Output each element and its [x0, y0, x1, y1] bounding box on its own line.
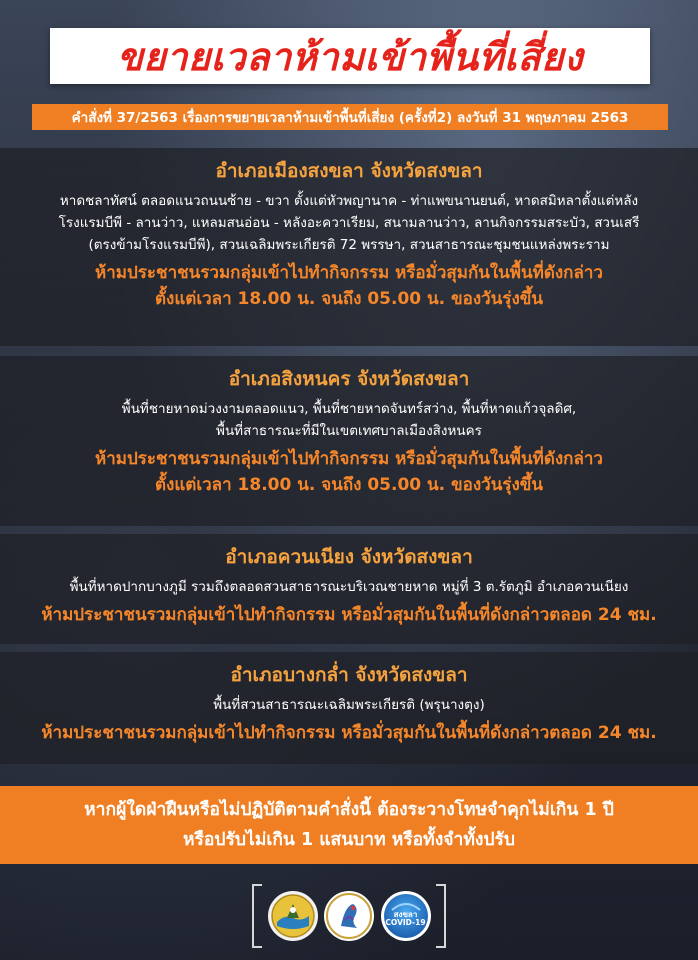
page-title: ขยายเวลาห้ามเข้าพื้นที่เสี่ยง	[116, 34, 584, 79]
covid-logo-line1: สงขลา	[393, 910, 418, 919]
warning-text: ห้ามประชาชนรวมกลุ่มเข้าไปทำกิจกรรม หรือมั่วสุมกันในพื้นที่ดังกล่าว	[95, 263, 603, 283]
right-bracket	[436, 884, 446, 948]
songkhla-covid19-icon	[380, 890, 432, 942]
warning-time: ตั้งแต่เวลา 18.00 น. จนถึง 05.00 น. ของวันรุ่งขึ้น	[154, 475, 544, 495]
area-line: พื้นที่สวนสาธารณะเฉลิมพระเกียรติ (พรุนางตุง)	[213, 697, 485, 713]
logo-bar	[252, 880, 446, 952]
order-strip	[32, 104, 668, 130]
penalty-line: หรือปรับไม่เกิน 1 แสนบาท หรือทั้งจำทั้งปรับ	[182, 830, 516, 850]
section-mueang-songkhla	[0, 148, 698, 346]
area-list	[0, 576, 698, 598]
district-heading: อำเภอเมืองสงขลา จังหวัดสงขลา	[215, 160, 483, 182]
area-line: หาดชลาทัศน์ ตลอดแนวถนนซ้าย - ขวา ตั้งแต่หัวพญานาค - ท่าแพขนานยนต์, หาดสมิหลาตั้งแต่หลัง	[59, 193, 639, 209]
penalty-banner	[0, 786, 698, 864]
warning-text: ห้ามประชาชนรวมกลุ่มเข้าไปทำกิจกรรม หรือมั่วสุมกันในพื้นที่ดังกล่าวตลอด 24 ชม.	[41, 723, 657, 743]
district-heading: อำเภอควนเนียง จังหวัดสงขลา	[225, 546, 473, 568]
left-bracket	[252, 884, 262, 948]
organization-emblem-icon	[323, 890, 375, 942]
warning-text: ห้ามประชาชนรวมกลุ่มเข้าไปทำกิจกรรม หรือมั่วสุมกันในพื้นที่ดังกล่าว	[95, 449, 603, 469]
section-bang-klam	[0, 652, 698, 764]
penalty-line: หากผู้ใดฝ่าฝืนหรือไม่ปฏิบัติตามคำสั่งนี้ ต้องระวางโทษจำคุกไม่เกิน 1 ปี	[84, 800, 614, 820]
district-heading: อำเภอสิงหนคร จังหวัดสงขลา	[228, 368, 470, 390]
section-khuan-niang	[0, 534, 698, 644]
title-banner	[50, 28, 650, 84]
area-list	[0, 694, 698, 716]
warning-time: ตั้งแต่เวลา 18.00 น. จนถึง 05.00 น. ของวันรุ่งขึ้น	[154, 289, 544, 309]
area-list	[0, 190, 698, 256]
covid-logo-line2: COVID-19	[385, 918, 426, 927]
district-heading: อำเภอบางกล่ำ จังหวัดสงขลา	[230, 664, 468, 686]
area-line: โรงแรมบีพี - ลานว่าว, แหลมสนอ่อน - หลังอะควาเรียม, สนามลานว่าว, ลานกิจกรรมสระบัว, สวนเสรี	[58, 215, 640, 231]
area-line: พื้นที่สาธารณะที่มีในเขตเทศบาลเมืองสิงหนคร	[216, 423, 482, 439]
provincial-seal-icon	[267, 890, 319, 942]
area-list	[0, 398, 698, 442]
area-line: (ตรงข้ามโรงแรมบีพี), สวนเฉลิมพระเกียรติ 72 พรรษา, สวนสาธารณะชุมชนแหล่งพระราม	[88, 237, 610, 253]
warning-text: ห้ามประชาชนรวมกลุ่มเข้าไปทำกิจกรรม หรือมั่วสุมกันในพื้นที่ดังกล่าวตลอด 24 ชม.	[41, 605, 657, 625]
area-line: พื้นที่หาดปากบางภูมี รวมถึงตลอดสวนสาธารณะบริเวณชายหาด หมู่ที่ 3 ต.รัตภูมิ อำเภอควนเนียง	[69, 579, 629, 595]
section-singhanakhon	[0, 356, 698, 526]
order-reference: คำสั่งที่ 37/2563 เรื่องการขยายเวลาห้ามเข้าพื้นที่เสี่ยง (ครั้งที่2) ลงวันที่ 31 พฤษภาคม 2563	[71, 110, 629, 126]
area-line: พื้นที่ชายหาดม่วงงามตลอดแนว, พื้นที่ชายหาดจันทร์สว่าง, พื้นที่หาดแก้วจุลดิศ,	[121, 401, 577, 417]
